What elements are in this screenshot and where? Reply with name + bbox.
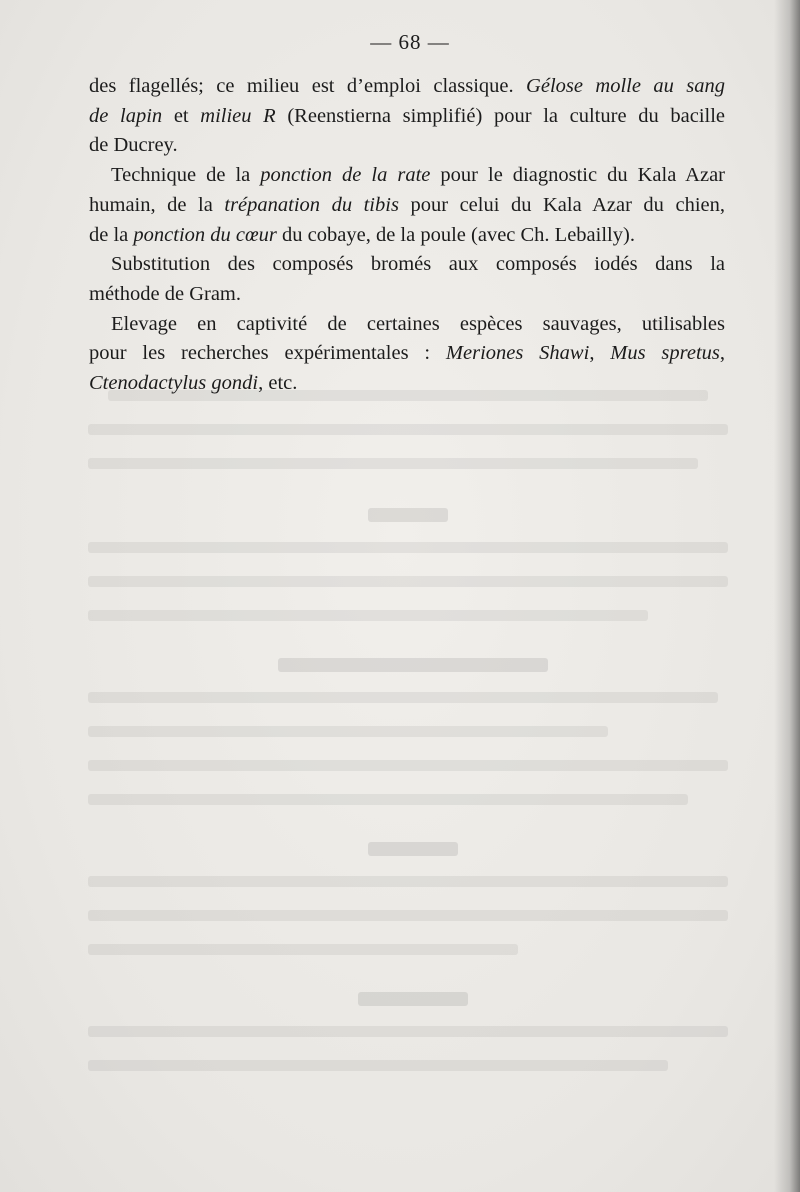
text-run: Elevage en captivité de certaines espèces sauvages, utilisables xyxy=(111,312,725,335)
bleed-mark xyxy=(88,1060,668,1071)
text-run: de Ducrey. xyxy=(89,134,178,157)
text-run: humain, de la xyxy=(89,193,225,216)
body-text xyxy=(89,72,725,399)
italic-run: Mus spretus xyxy=(610,342,720,365)
text-line xyxy=(89,250,725,280)
bleed-mark xyxy=(368,508,448,522)
text-run: et xyxy=(162,104,201,127)
paragraph xyxy=(89,250,725,309)
text-line xyxy=(89,221,725,251)
bleed-mark xyxy=(88,692,718,703)
text-run: pour les recherches expérimentales : xyxy=(89,342,446,365)
bleed-mark xyxy=(88,458,698,469)
bleed-mark xyxy=(358,992,468,1006)
bleed-mark xyxy=(88,876,728,887)
italic-run: de lapin xyxy=(89,104,163,127)
bleed-mark xyxy=(88,424,728,435)
bleed-mark xyxy=(88,610,648,621)
paragraph xyxy=(89,72,725,161)
text-line xyxy=(89,280,725,310)
bleed-mark xyxy=(88,542,728,553)
bleed-mark xyxy=(278,658,548,672)
italic-run: milieu R xyxy=(200,104,276,127)
page-edge-shadow xyxy=(774,0,800,1192)
bleed-mark xyxy=(88,760,728,771)
italic-run: trépanation du tibis xyxy=(224,193,399,216)
text-run: méthode de Gram. xyxy=(89,282,241,305)
bleed-mark xyxy=(88,794,688,805)
text-run: , xyxy=(719,342,726,365)
text-line xyxy=(89,131,725,161)
bleed-through-text xyxy=(88,390,728,1090)
bleed-mark xyxy=(88,1026,728,1037)
text-run: Substitution des composés bromés aux composés iodés dans la xyxy=(111,253,725,276)
italic-run: Gélose molle au sang xyxy=(526,75,726,97)
text-run: de la xyxy=(89,223,134,246)
text-run: pour le diagnostic du Kala Azar xyxy=(430,164,726,187)
text-run: des flagellés; ce milieu est d’emploi classique. xyxy=(89,75,527,97)
text-line xyxy=(89,72,725,102)
italic-run: ponction de la rate xyxy=(260,164,431,187)
bleed-mark xyxy=(88,944,518,955)
text-line xyxy=(89,102,725,132)
text-line xyxy=(89,161,725,191)
bleed-mark xyxy=(88,576,728,587)
text-line xyxy=(89,191,725,221)
text-run: , etc. xyxy=(258,372,298,395)
text-line xyxy=(89,310,725,340)
italic-run: Ctenodactylus gondi xyxy=(89,372,259,395)
text-line xyxy=(89,369,725,399)
bleed-mark xyxy=(88,726,608,737)
text-run: Technique de la xyxy=(111,164,261,187)
paragraph xyxy=(89,310,725,399)
text-line xyxy=(89,339,725,369)
paragraph xyxy=(89,161,725,250)
bleed-mark xyxy=(88,910,728,921)
page-number: — 68 — xyxy=(370,30,450,54)
italic-run: ponction du cœur xyxy=(133,223,277,246)
italic-run: Meriones Shawi xyxy=(445,342,590,365)
text-run: pour celui du Kala Azar du chien, xyxy=(398,193,725,216)
text-run: , xyxy=(589,342,611,365)
bleed-mark xyxy=(368,842,458,856)
text-run: (Reenstierna simplifié) pour la culture du bacille xyxy=(275,104,725,127)
text-run: du cobaye, de la poule (avec Ch. Lebailly). xyxy=(276,223,635,246)
